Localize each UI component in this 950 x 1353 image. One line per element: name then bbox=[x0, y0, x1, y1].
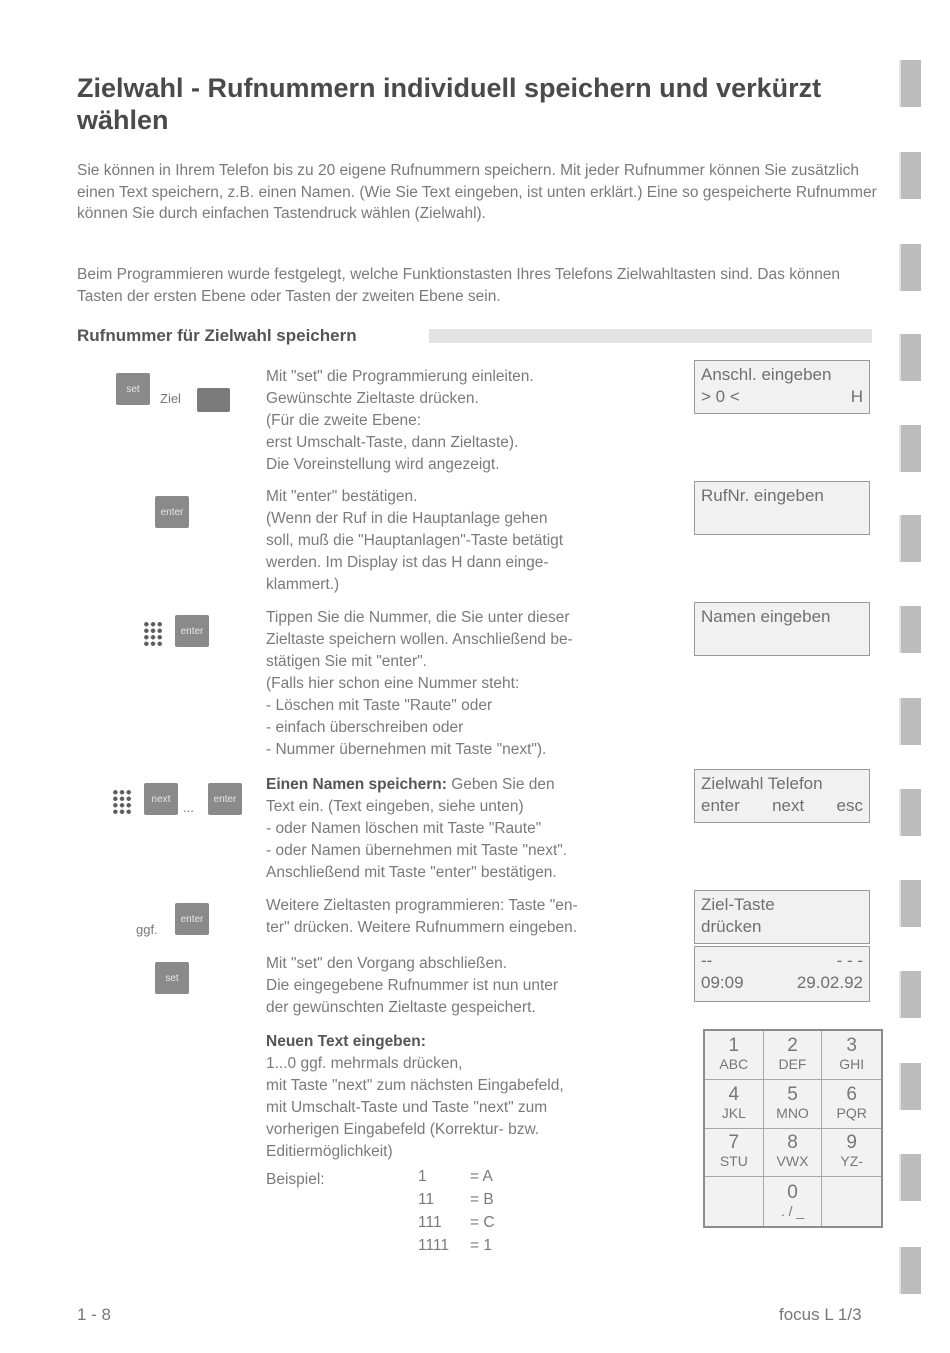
edge-tab bbox=[899, 1154, 921, 1201]
keypad-diagram bbox=[703, 1029, 883, 1228]
step-2-line: Mit "enter" bestätigen. bbox=[266, 488, 418, 505]
display-zielwahl-telefon bbox=[694, 769, 870, 823]
enter-key-icon: enter bbox=[208, 783, 242, 815]
edge-tab bbox=[899, 515, 921, 562]
step-3-line: - einfach überschreiben oder bbox=[266, 719, 464, 736]
step-4-line: - oder Namen löschen mit Taste "Raute" bbox=[266, 820, 542, 837]
keypad-key bbox=[705, 1129, 764, 1178]
step-4-line: Anschließend mit Taste "enter" bestätigen. bbox=[266, 864, 557, 881]
step-3-line: - Löschen mit Taste "Raute" oder bbox=[266, 697, 493, 714]
step-5-line: ter" drücken. Weitere Rufnummern eingeben. bbox=[266, 919, 578, 936]
keypad-key bbox=[705, 1031, 764, 1080]
enter-key-icon: enter bbox=[155, 496, 189, 528]
enter-key-icon: enter bbox=[175, 615, 209, 647]
edge-tab bbox=[899, 971, 921, 1018]
edge-tab bbox=[899, 789, 921, 836]
step-7-line: mit Taste "next" zum nächsten Eingabefeld, bbox=[266, 1077, 564, 1094]
display-anschluss bbox=[694, 360, 870, 414]
step-4-heading: Einen Namen speichern: bbox=[266, 776, 447, 793]
example-keys: 1111 bbox=[418, 1237, 450, 1254]
key-digit: 5 bbox=[787, 1083, 798, 1105]
step-2-line: (Wenn der Ruf in die Hauptanlage gehen bbox=[266, 510, 548, 527]
example-row bbox=[418, 1237, 492, 1255]
ziel-key-icon bbox=[197, 388, 230, 412]
key-letters: MNO bbox=[776, 1104, 809, 1121]
ziel-label: Ziel bbox=[160, 391, 181, 406]
key-letters: GHI bbox=[839, 1055, 865, 1072]
display-softkey-next: next bbox=[772, 796, 805, 815]
step-3-line: stätigen Sie mit "enter". bbox=[266, 653, 427, 670]
step-4-line: Text ein. (Text eingeben, siehe unten) bbox=[266, 798, 524, 815]
display-text: drücken bbox=[701, 917, 762, 936]
step-2-line: soll, muß die "Hauptanlagen"-Taste betätigt bbox=[266, 532, 564, 549]
step-1-line: Mit "set" die Programmierung einleiten. bbox=[266, 368, 534, 385]
step-3-line: Tippen Sie die Nummer, die Sie unter dieser bbox=[266, 609, 570, 626]
step-1-line: Die Voreinstellung wird angezeigt. bbox=[266, 456, 500, 473]
display-idle bbox=[694, 946, 870, 1002]
step-7-line: vorherigen Eingabefeld (Korrektur- bzw. bbox=[266, 1121, 540, 1138]
set-key-icon: set bbox=[116, 373, 150, 405]
example-result: = B bbox=[470, 1191, 494, 1208]
page-title: Zielwahl - Rufnummern individuell speichern und verkürzt wählen bbox=[77, 73, 822, 135]
step-1-line: Gewünschte Zieltaste drücken. bbox=[266, 390, 479, 407]
step-6-line: Mit "set" den Vorgang abschließen. bbox=[266, 955, 508, 972]
key-digit: 3 bbox=[846, 1034, 857, 1056]
display-time: 09:09 bbox=[701, 973, 744, 992]
step-2-line: werden. Im Display ist das H dann einge- bbox=[266, 554, 549, 571]
example-keys: 11 bbox=[418, 1191, 435, 1208]
step-2-line: klammert.) bbox=[266, 576, 340, 593]
display-rufnr bbox=[694, 481, 870, 535]
step-4-text bbox=[266, 774, 681, 884]
step-1-line: (Für die zweite Ebene: bbox=[266, 412, 422, 429]
section-header bbox=[77, 326, 872, 348]
step-6-text bbox=[266, 953, 681, 1019]
key-letters: DEF bbox=[778, 1055, 807, 1072]
example-row bbox=[418, 1168, 493, 1186]
step-4-first-text: Geben Sie den bbox=[446, 776, 555, 793]
intro-paragraph-2: Beim Programmieren wurde festgelegt, welche Funktionstasten Ihres Telefons Zielwahltasten sind. Das können Tasten der ersten Ebene oder Tasten der zweiten Ebene sein. bbox=[77, 266, 841, 305]
step-3-line: - Nummer übernehmen mit Taste "next"). bbox=[266, 741, 547, 758]
intro-paragraph-1: Sie können in Ihrem Telefon bis zu 20 eigene Rufnummern speichern. Mit jeder Rufnummer können Sie zusätzlich einen Text speichern, z.B. einen Namen. (Wie Sie Text eingeben, ist unten erklärt.) Eine so gespeicherte Rufnummer können Sie durch einfachen Tastendruck wählen (Zielwahl). bbox=[77, 162, 877, 222]
display-line bbox=[701, 894, 863, 916]
example-row bbox=[418, 1191, 494, 1209]
example-keys: 1 bbox=[418, 1168, 427, 1185]
step-5-text bbox=[266, 895, 681, 939]
step-6-line: der gewünschten Zieltaste gespeichert. bbox=[266, 999, 536, 1016]
display-namen bbox=[694, 602, 870, 656]
edge-tab bbox=[899, 1063, 921, 1110]
example-label: Beispiel: bbox=[266, 1171, 325, 1188]
numpad-icon bbox=[112, 789, 132, 815]
key-letters: YZ- bbox=[840, 1153, 863, 1170]
key-digit: 0 bbox=[787, 1181, 798, 1203]
step-2-text bbox=[266, 486, 681, 596]
display-text: -- bbox=[701, 951, 713, 970]
display-line bbox=[701, 386, 863, 408]
keypad-key bbox=[822, 1129, 881, 1178]
keypad-key bbox=[764, 1129, 823, 1178]
step-7-line: 1...0 ggf. mehrmals drücken, bbox=[266, 1055, 463, 1072]
step-4-line: - oder Namen übernehmen mit Taste "next". bbox=[266, 842, 568, 859]
page-number: 1 - 8 bbox=[77, 1305, 112, 1324]
keypad-key bbox=[764, 1031, 823, 1080]
display-text: Namen eingeben bbox=[701, 607, 831, 626]
display-softkey-esc: esc bbox=[836, 796, 863, 815]
key-digit: 6 bbox=[846, 1083, 857, 1105]
key-digit: 2 bbox=[787, 1034, 798, 1056]
keypad-key bbox=[822, 1031, 881, 1080]
display-date: 29.02.92 bbox=[796, 973, 863, 992]
key-letters: PQR bbox=[836, 1104, 867, 1121]
display-text: H bbox=[850, 387, 863, 406]
next-key-icon: next bbox=[144, 783, 178, 815]
example-result: = C bbox=[470, 1214, 495, 1231]
step-3-line: (Falls hier schon eine Nummer steht: bbox=[266, 675, 520, 692]
step-6-line: Die eingegebene Rufnummer ist nun unter bbox=[266, 977, 559, 994]
section-bar bbox=[429, 329, 872, 343]
edge-tab bbox=[899, 606, 921, 653]
edge-tab bbox=[899, 425, 921, 472]
enter-key-icon: enter bbox=[175, 903, 209, 935]
keypad-key bbox=[764, 1177, 823, 1226]
step-3-text bbox=[266, 607, 681, 761]
display-text: - - - bbox=[836, 951, 863, 970]
keypad-key-empty bbox=[705, 1177, 764, 1226]
display-text: Anschl. eingeben bbox=[701, 365, 832, 384]
key-letters: JKL bbox=[721, 1104, 746, 1121]
display-line bbox=[701, 364, 863, 386]
ggf-label: ggf. bbox=[136, 922, 158, 937]
step-7-heading: Neuen Text eingeben: bbox=[266, 1033, 426, 1050]
example-result: = A bbox=[470, 1168, 493, 1185]
step-1-text bbox=[266, 366, 681, 476]
ellipsis-label: ... bbox=[183, 800, 194, 815]
key-digit: 4 bbox=[728, 1083, 740, 1105]
step-5-line: Weitere Zieltasten programmieren: Taste "en- bbox=[266, 897, 578, 914]
key-digit: 9 bbox=[846, 1132, 857, 1154]
step-1-line: erst Umschalt-Taste, dann Zieltaste). bbox=[266, 434, 519, 451]
display-ziel-taste bbox=[694, 890, 870, 944]
step-7-line: mit Umschalt-Taste und Taste "next" zum bbox=[266, 1099, 548, 1116]
edge-tab bbox=[899, 244, 921, 291]
key-letters: ABC bbox=[719, 1055, 749, 1072]
example-row bbox=[418, 1214, 495, 1232]
step-7-line: Editiermöglichkeit) bbox=[266, 1143, 393, 1160]
edge-tab bbox=[899, 698, 921, 745]
key-letters: . / _ bbox=[780, 1202, 805, 1219]
product-name: focus L 1/3 bbox=[779, 1305, 862, 1324]
display-line bbox=[701, 916, 863, 938]
edge-tab bbox=[899, 60, 921, 107]
key-digit: 7 bbox=[728, 1132, 740, 1154]
example-result: = 1 bbox=[470, 1237, 492, 1254]
keypad-key bbox=[822, 1080, 881, 1129]
key-letters: VWX bbox=[776, 1153, 809, 1170]
display-text: > 0 < bbox=[701, 387, 740, 406]
numpad-icon bbox=[143, 621, 163, 647]
set-key-icon: set bbox=[155, 962, 189, 994]
display-line bbox=[701, 972, 863, 994]
section-title: Rufnummer für Zielwahl speichern bbox=[77, 326, 357, 345]
step-7-text bbox=[266, 1031, 681, 1163]
edge-tab bbox=[899, 1247, 921, 1294]
step-4-first-line bbox=[266, 774, 681, 796]
edge-tab bbox=[899, 334, 921, 381]
display-line bbox=[701, 795, 863, 817]
key-digit: 8 bbox=[787, 1132, 798, 1154]
step-3-line: Zieltaste speichern wollen. Anschließend be- bbox=[266, 631, 573, 648]
keypad-key bbox=[705, 1080, 764, 1129]
display-line bbox=[701, 773, 863, 795]
key-letters: STU bbox=[719, 1153, 748, 1170]
edge-tab bbox=[899, 152, 921, 199]
keypad-key-empty bbox=[822, 1177, 881, 1226]
display-line bbox=[701, 606, 863, 628]
key-digit: 1 bbox=[728, 1034, 740, 1056]
example-keys: 111 bbox=[418, 1214, 442, 1231]
keypad-key bbox=[764, 1080, 823, 1129]
display-text: RufNr. eingeben bbox=[701, 486, 824, 505]
display-line bbox=[701, 485, 863, 507]
edge-tab bbox=[899, 880, 921, 927]
display-line bbox=[701, 950, 863, 972]
display-text: Zielwahl Telefon bbox=[701, 774, 823, 793]
display-text: Ziel-Taste bbox=[701, 895, 775, 914]
display-softkey-enter: enter bbox=[701, 796, 740, 815]
